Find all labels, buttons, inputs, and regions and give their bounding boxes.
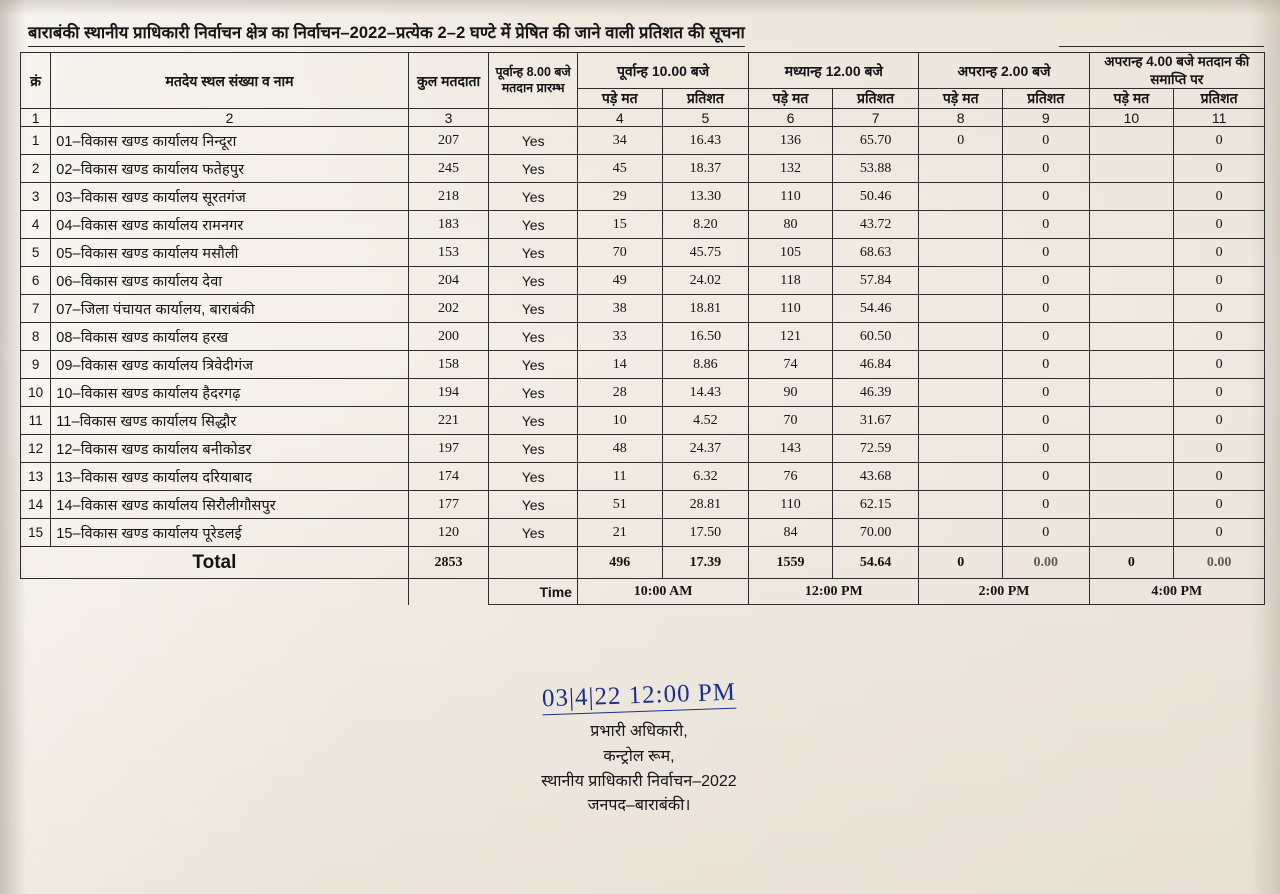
row-votes-10: 21 — [577, 519, 662, 547]
row-voters: 120 — [408, 519, 489, 547]
total-start — [489, 547, 578, 579]
table-row — [21, 351, 1265, 379]
total-percent-12: 54.64 — [832, 547, 919, 579]
row-percent-10: 17.50 — [662, 519, 749, 547]
row-percent-2: 0 — [1003, 491, 1090, 519]
row-votes-4 — [1089, 351, 1174, 379]
row-start: Yes — [489, 407, 578, 435]
turnout-table — [20, 52, 1265, 605]
row-start: Yes — [489, 519, 578, 547]
header-slot-2: अपरान्ह 2.00 बजे — [919, 53, 1089, 89]
time-row — [21, 579, 1265, 605]
row-votes-4 — [1089, 323, 1174, 351]
row-votes-2 — [919, 491, 1003, 519]
colnum-9: 9 — [1003, 109, 1090, 127]
colnum-6: 6 — [749, 109, 833, 127]
signature-line-4: जनपद–बाराबंकी। — [587, 797, 691, 815]
row-votes-12: 110 — [749, 491, 833, 519]
row-percent-4: 0 — [1174, 407, 1265, 435]
row-percent-12: 46.84 — [832, 351, 919, 379]
row-voters: 194 — [408, 379, 489, 407]
row-voters: 221 — [408, 407, 489, 435]
row-votes-2 — [919, 323, 1003, 351]
row-percent-10: 24.02 — [662, 267, 749, 295]
row-sr: 10 — [21, 379, 51, 407]
subheader-percent-2: प्रतिशत — [1003, 89, 1090, 109]
row-percent-12: 31.67 — [832, 407, 919, 435]
row-start: Yes — [489, 127, 578, 155]
row-start: Yes — [489, 491, 578, 519]
row-percent-2: 0 — [1003, 407, 1090, 435]
row-start: Yes — [489, 435, 578, 463]
row-start: Yes — [489, 267, 578, 295]
row-percent-2: 0 — [1003, 239, 1090, 267]
row-votes-2 — [919, 239, 1003, 267]
row-percent-12: 54.46 — [832, 295, 919, 323]
time-10: 10:00 AM — [577, 579, 748, 605]
row-percent-4: 0 — [1174, 239, 1265, 267]
row-place: 05–विकास खण्ड कार्यालय मसौली — [51, 239, 409, 267]
signature-block — [14, 678, 1264, 819]
header-slot-4: अपरान्ह 4.00 बजे मतदान की समाप्ति पर — [1089, 53, 1264, 89]
row-place: 01–विकास खण्ड कार्यालय निन्दूरा — [51, 127, 409, 155]
row-votes-12: 105 — [749, 239, 833, 267]
row-start: Yes — [489, 239, 578, 267]
row-voters: 174 — [408, 463, 489, 491]
row-votes-12: 143 — [749, 435, 833, 463]
header-sr: क्रं — [21, 53, 51, 109]
row-sr: 6 — [21, 267, 51, 295]
row-percent-4: 0 — [1174, 519, 1265, 547]
row-percent-2: 0 — [1003, 183, 1090, 211]
row-percent-10: 8.20 — [662, 211, 749, 239]
table-row — [21, 519, 1265, 547]
row-votes-4 — [1089, 519, 1174, 547]
row-voters: 202 — [408, 295, 489, 323]
row-votes-12: 90 — [749, 379, 833, 407]
table-row — [21, 323, 1265, 351]
row-votes-10: 33 — [577, 323, 662, 351]
row-percent-12: 72.59 — [832, 435, 919, 463]
document-body — [14, 20, 1264, 815]
row-start: Yes — [489, 463, 578, 491]
row-place: 09–विकास खण्ड कार्यालय त्रिवेदीगंज — [51, 351, 409, 379]
time-4: 4:00 PM — [1089, 579, 1264, 605]
row-votes-4 — [1089, 379, 1174, 407]
row-place: 08–विकास खण्ड कार्यालय हरख — [51, 323, 409, 351]
time-12: 12:00 PM — [749, 579, 919, 605]
row-percent-4: 0 — [1174, 491, 1265, 519]
colnum-7: 7 — [832, 109, 919, 127]
row-votes-12: 76 — [749, 463, 833, 491]
row-votes-12: 132 — [749, 155, 833, 183]
table-row — [21, 211, 1265, 239]
table-row — [21, 435, 1265, 463]
row-start: Yes — [489, 183, 578, 211]
row-percent-10: 6.32 — [662, 463, 749, 491]
row-percent-2: 0 — [1003, 351, 1090, 379]
row-votes-10: 49 — [577, 267, 662, 295]
row-percent-2: 0 — [1003, 519, 1090, 547]
row-voters: 177 — [408, 491, 489, 519]
table-row — [21, 155, 1265, 183]
row-start: Yes — [489, 323, 578, 351]
time-label: Time — [489, 579, 578, 605]
row-percent-12: 70.00 — [832, 519, 919, 547]
row-percent-4: 0 — [1174, 295, 1265, 323]
total-percent-10: 17.39 — [662, 547, 749, 579]
table-row — [21, 379, 1265, 407]
row-votes-10: 11 — [577, 463, 662, 491]
row-place: 04–विकास खण्ड कार्यालय रामनगर — [51, 211, 409, 239]
time-blank-voters — [408, 579, 489, 605]
time-blank-left — [21, 579, 409, 605]
row-percent-2: 0 — [1003, 267, 1090, 295]
row-votes-10: 70 — [577, 239, 662, 267]
row-votes-2: 0 — [919, 127, 1003, 155]
row-sr: 8 — [21, 323, 51, 351]
row-voters: 207 — [408, 127, 489, 155]
signature-line-1: प्रभारी अधिकारी, — [590, 723, 688, 740]
row-votes-12: 74 — [749, 351, 833, 379]
row-percent-12: 43.72 — [832, 211, 919, 239]
row-sr: 13 — [21, 463, 51, 491]
row-percent-10: 16.50 — [662, 323, 749, 351]
row-percent-12: 65.70 — [832, 127, 919, 155]
row-votes-2 — [919, 463, 1003, 491]
row-percent-4: 0 — [1174, 379, 1265, 407]
total-row — [21, 547, 1265, 579]
row-percent-4: 0 — [1174, 435, 1265, 463]
row-votes-2 — [919, 407, 1003, 435]
row-votes-12: 84 — [749, 519, 833, 547]
row-votes-12: 110 — [749, 295, 833, 323]
row-votes-10: 34 — [577, 127, 662, 155]
row-start: Yes — [489, 351, 578, 379]
row-votes-10: 45 — [577, 155, 662, 183]
row-percent-2: 0 — [1003, 211, 1090, 239]
row-percent-12: 62.15 — [832, 491, 919, 519]
row-percent-10: 14.43 — [662, 379, 749, 407]
row-sr: 2 — [21, 155, 51, 183]
row-votes-2 — [919, 211, 1003, 239]
row-votes-10: 28 — [577, 379, 662, 407]
column-number-row — [21, 109, 1265, 127]
row-percent-10: 18.37 — [662, 155, 749, 183]
row-votes-4 — [1089, 267, 1174, 295]
time-2: 2:00 PM — [919, 579, 1089, 605]
row-place: 06–विकास खण्ड कार्यालय देवा — [51, 267, 409, 295]
title-row — [28, 20, 1264, 52]
row-start: Yes — [489, 211, 578, 239]
row-votes-4 — [1089, 463, 1174, 491]
row-votes-4 — [1089, 127, 1174, 155]
colnum-11: 11 — [1174, 109, 1265, 127]
row-votes-10: 14 — [577, 351, 662, 379]
row-percent-2: 0 — [1003, 127, 1090, 155]
row-percent-4: 0 — [1174, 127, 1265, 155]
row-place: 12–विकास खण्ड कार्यालय बनीकोडर — [51, 435, 409, 463]
subheader-votes-12: पड़े मत — [749, 89, 833, 109]
row-percent-2: 0 — [1003, 435, 1090, 463]
row-votes-4 — [1089, 407, 1174, 435]
row-sr: 12 — [21, 435, 51, 463]
row-percent-12: 53.88 — [832, 155, 919, 183]
row-percent-10: 16.43 — [662, 127, 749, 155]
row-votes-10: 48 — [577, 435, 662, 463]
colnum-10: 10 — [1089, 109, 1174, 127]
table-row — [21, 463, 1265, 491]
colnum-3: 3 — [408, 109, 489, 127]
header-start: पूर्वान्ह 8.00 बजे मतदान प्रारम्भ — [489, 53, 578, 109]
total-label: Total — [21, 547, 409, 579]
row-percent-12: 43.68 — [832, 463, 919, 491]
row-percent-12: 60.50 — [832, 323, 919, 351]
row-place: 14–विकास खण्ड कार्यालय सिरौलीगौसपुर — [51, 491, 409, 519]
row-votes-4 — [1089, 491, 1174, 519]
row-sr: 14 — [21, 491, 51, 519]
table-row — [21, 267, 1265, 295]
row-percent-2: 0 — [1003, 155, 1090, 183]
row-percent-2: 0 — [1003, 323, 1090, 351]
row-votes-10: 51 — [577, 491, 662, 519]
header-total-voters: कुल मतदाता — [408, 53, 489, 109]
row-sr: 15 — [21, 519, 51, 547]
row-sr: 5 — [21, 239, 51, 267]
row-percent-4: 0 — [1174, 183, 1265, 211]
row-place: 10–विकास खण्ड कार्यालय हैदरगढ़ — [51, 379, 409, 407]
row-percent-2: 0 — [1003, 379, 1090, 407]
row-votes-12: 136 — [749, 127, 833, 155]
row-voters: 197 — [408, 435, 489, 463]
row-percent-10: 13.30 — [662, 183, 749, 211]
row-votes-2 — [919, 519, 1003, 547]
subheader-percent-4: प्रतिशत — [1174, 89, 1265, 109]
row-votes-10: 29 — [577, 183, 662, 211]
row-voters: 218 — [408, 183, 489, 211]
row-place: 13–विकास खण्ड कार्यालय दरियाबाद — [51, 463, 409, 491]
colnum-blank — [489, 109, 578, 127]
table-row — [21, 295, 1265, 323]
row-votes-4 — [1089, 239, 1174, 267]
row-percent-10: 18.81 — [662, 295, 749, 323]
row-percent-2: 0 — [1003, 295, 1090, 323]
row-sr: 11 — [21, 407, 51, 435]
colnum-1: 1 — [21, 109, 51, 127]
row-voters: 183 — [408, 211, 489, 239]
row-votes-4 — [1089, 155, 1174, 183]
row-place: 15–विकास खण्ड कार्यालय पूरेडलई — [51, 519, 409, 547]
colnum-2: 2 — [51, 109, 409, 127]
row-votes-4 — [1089, 183, 1174, 211]
row-percent-4: 0 — [1174, 351, 1265, 379]
colnum-4: 4 — [577, 109, 662, 127]
row-voters: 153 — [408, 239, 489, 267]
handwritten-signature: 03|4|22 12:00 PM — [541, 679, 736, 716]
signature-line-2: कन्ट्रोल रूम, — [603, 747, 675, 765]
row-percent-10: 45.75 — [662, 239, 749, 267]
title-rule-extension — [1059, 46, 1264, 47]
header-slot-12: मध्यान्ह 12.00 बजे — [749, 53, 919, 89]
row-votes-2 — [919, 267, 1003, 295]
row-votes-12: 80 — [749, 211, 833, 239]
row-votes-4 — [1089, 435, 1174, 463]
row-percent-10: 8.86 — [662, 351, 749, 379]
row-place: 03–विकास खण्ड कार्यालय सूरतगंज — [51, 183, 409, 211]
row-voters: 158 — [408, 351, 489, 379]
signature-line-3: स्थानीय प्राधिकारी निर्वाचन–2022 — [541, 772, 737, 790]
table-header-row — [21, 53, 1265, 89]
row-percent-10: 4.52 — [662, 407, 749, 435]
row-votes-2 — [919, 435, 1003, 463]
page-edge-shadow-top — [0, 0, 1280, 16]
subheader-votes-4: पड़े मत — [1089, 89, 1174, 109]
row-percent-12: 68.63 — [832, 239, 919, 267]
table-row — [21, 127, 1265, 155]
row-votes-4 — [1089, 295, 1174, 323]
table-row — [21, 491, 1265, 519]
header-place: मतदेय स्थल संख्या व नाम — [51, 53, 409, 109]
row-votes-10: 10 — [577, 407, 662, 435]
total-percent-2: 0.00 — [1003, 547, 1090, 579]
row-voters: 200 — [408, 323, 489, 351]
row-votes-10: 38 — [577, 295, 662, 323]
row-percent-4: 0 — [1174, 463, 1265, 491]
row-sr: 1 — [21, 127, 51, 155]
page-title: बाराबंकी स्थानीय प्राधिकारी निर्वाचन क्षेत्र का निर्वाचन–2022–प्रत्येक 2–2 घण्टे में प्रेषित की जाने वाली प्रतिशत की सूचना — [28, 20, 745, 47]
row-percent-4: 0 — [1174, 211, 1265, 239]
row-start: Yes — [489, 295, 578, 323]
row-votes-10: 15 — [577, 211, 662, 239]
row-sr: 4 — [21, 211, 51, 239]
total-percent-4: 0.00 — [1174, 547, 1265, 579]
row-percent-12: 46.39 — [832, 379, 919, 407]
row-votes-2 — [919, 379, 1003, 407]
row-votes-4 — [1089, 211, 1174, 239]
subheader-votes-10: पड़े मत — [577, 89, 662, 109]
row-percent-4: 0 — [1174, 323, 1265, 351]
row-start: Yes — [489, 379, 578, 407]
row-votes-12: 118 — [749, 267, 833, 295]
total-votes-4: 0 — [1089, 547, 1174, 579]
row-votes-12: 121 — [749, 323, 833, 351]
row-percent-4: 0 — [1174, 155, 1265, 183]
row-percent-10: 24.37 — [662, 435, 749, 463]
row-place: 07–जिला पंचायत कार्यालय, बाराबंकी — [51, 295, 409, 323]
row-votes-2 — [919, 155, 1003, 183]
row-percent-12: 57.84 — [832, 267, 919, 295]
colnum-8: 8 — [919, 109, 1003, 127]
row-place: 02–विकास खण्ड कार्यालय फतेहपुर — [51, 155, 409, 183]
total-votes-2: 0 — [919, 547, 1003, 579]
subheader-percent-12: प्रतिशत — [832, 89, 919, 109]
subheader-percent-10: प्रतिशत — [662, 89, 749, 109]
row-votes-2 — [919, 183, 1003, 211]
colnum-5: 5 — [662, 109, 749, 127]
total-votes-10: 496 — [577, 547, 662, 579]
row-votes-2 — [919, 351, 1003, 379]
row-sr: 3 — [21, 183, 51, 211]
row-percent-10: 28.81 — [662, 491, 749, 519]
row-sr: 9 — [21, 351, 51, 379]
table-row — [21, 407, 1265, 435]
row-voters: 245 — [408, 155, 489, 183]
total-voters: 2853 — [408, 547, 489, 579]
row-sr: 7 — [21, 295, 51, 323]
total-votes-12: 1559 — [749, 547, 833, 579]
row-votes-12: 110 — [749, 183, 833, 211]
row-votes-12: 70 — [749, 407, 833, 435]
header-slot-10: पूर्वान्ह 10.00 बजे — [577, 53, 748, 89]
row-voters: 204 — [408, 267, 489, 295]
row-votes-2 — [919, 295, 1003, 323]
row-start: Yes — [489, 155, 578, 183]
row-percent-12: 50.46 — [832, 183, 919, 211]
row-place: 11–विकास खण्ड कार्यालय सिद्धौर — [51, 407, 409, 435]
row-percent-4: 0 — [1174, 267, 1265, 295]
table-row — [21, 239, 1265, 267]
table-row — [21, 183, 1265, 211]
row-percent-2: 0 — [1003, 463, 1090, 491]
subheader-votes-2: पड़े मत — [919, 89, 1003, 109]
